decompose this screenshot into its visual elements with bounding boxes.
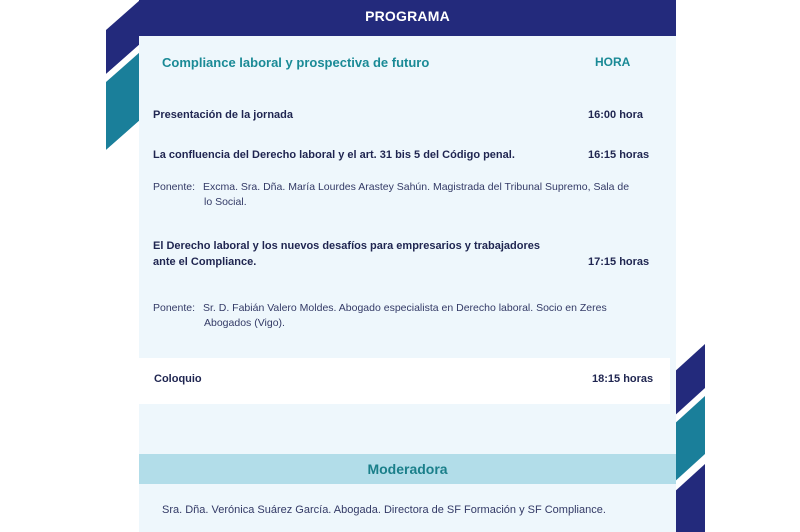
agenda-item-time: 17:15 horas — [588, 256, 650, 268]
agenda-item-title: Presentación de la jornada — [153, 109, 293, 121]
program-panel — [139, 0, 676, 532]
program-header: PROGRAMA — [139, 0, 676, 36]
agenda-item-title: El Derecho laboral y los nuevos desafíos para empresarios y trabajadores — [153, 240, 540, 252]
speaker-label: Ponente: — [153, 181, 196, 193]
speaker-block — [153, 180, 658, 210]
agenda-item-time: 18:15 horas — [592, 373, 654, 385]
speaker-label: Ponente: — [153, 302, 196, 314]
section-title: Compliance laboral y prospectiva de futuro — [162, 55, 430, 70]
agenda-item-title-continued: ante el Compliance. — [153, 256, 257, 268]
coloquio-row — [139, 358, 670, 404]
left-stripe-decoration — [106, 0, 140, 532]
agenda-item-time: 16:15 horas — [588, 149, 650, 161]
speaker-text: Sr. D. Fabián Valero Moldes. Abogado especialista en Derecho laboral. Socio en Zeres — [203, 302, 607, 314]
agenda-item-title: La confluencia del Derecho laboral y el art. 31 bis 5 del Código penal. — [153, 149, 515, 161]
speaker-text: Excma. Sra. Dña. María Lourdes Arastey Sahún. Magistrada del Tribunal Supremo, Sala de — [203, 181, 630, 193]
agenda-item-time: 16:00 hora — [588, 109, 644, 121]
moderadora-header: Moderadora — [139, 454, 676, 484]
speaker-text-continued: Abogados (Vigo). — [204, 317, 285, 329]
right-stripe-decoration — [672, 344, 705, 532]
speaker-text-continued: lo Social. — [204, 196, 247, 208]
moderadora-text: Sra. Dña. Verónica Suárez García. Abogada. Directora de SF Formación y SF Compliance. — [162, 504, 606, 516]
agenda-item-title: Coloquio — [154, 373, 202, 385]
hora-column-label: HORA — [595, 55, 631, 69]
speaker-block — [153, 301, 658, 331]
